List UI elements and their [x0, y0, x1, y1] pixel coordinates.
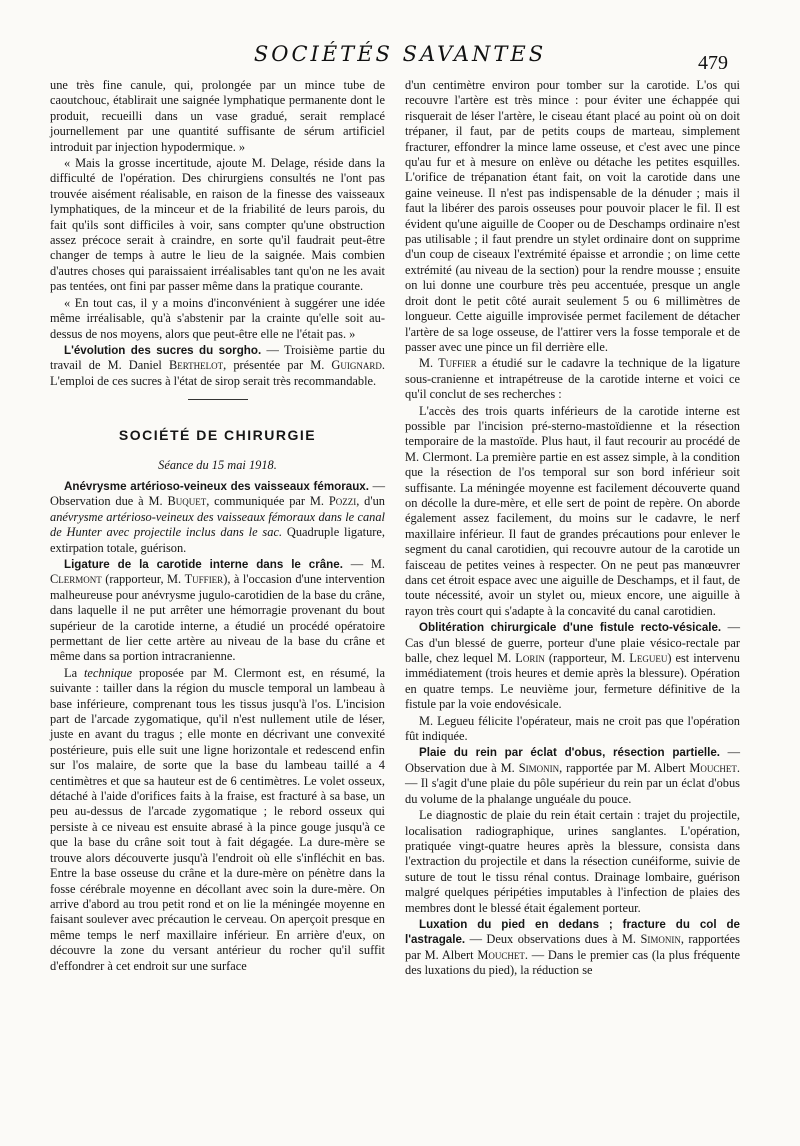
paragraph: « En tout cas, il y a moins d'inconvénient à suggérer une idée même irréalisable, qu'à s'abstenir par la crainte qu'elle soit au-dessus de nos moyens, alors que peut-être elle ne l'était pas. »	[50, 295, 385, 341]
text-run: M.	[419, 356, 439, 371]
left-column	[50, 78, 385, 975]
article-title: Plaie du rein par éclat d'obus, résection partielle.	[419, 746, 720, 760]
article-paragraph	[405, 745, 740, 807]
text-run: ) est intervenu immédiatement (trois heures et demie après la blessure). Opération en quatre temps. Le neuvième jour, fermeture définitive de la fistule par la voie endovésicale.	[405, 651, 740, 712]
article-paragraph	[50, 479, 385, 556]
article-title: Oblitération chirurgicale d'une fistule recto-vésicale.	[419, 621, 722, 635]
author-name: Legueu	[629, 651, 668, 666]
running-title: SOCIÉTÉS SAVANTES	[253, 42, 547, 66]
text-run: . — Il s'agit d'une plaie du pôle supérieur du rein par un éclat d'obus du volume de la phalange unguéale du pouce.	[405, 760, 740, 806]
text-run: (rapporteur, M.	[101, 572, 185, 587]
paragraph: L'accès des trois quarts inférieurs de la carotide interne est possible par l'incision pré-sterno-mastoïdienne et la résection temporaire de la mastoïde. Plus haut, il faut recourir au procédé de M. Clermont. La première partie en est assez simple, à la condition que la résection de l'os temporal sur son bord inférieur soit suffisante. La méningée moyenne est facilement découverte quand on décolle la dure-mère, et elle sert de point de repère. On aborde également assez facilement, du moins sur le cadavre, le nerf maxillaire inférieur. Il faut de grandes précautions pour enlever le segment du canal carotidien, qui recouvre autour de la carotide un faisceau de petites veines à respecter. On ne peut pas manœuvrer dans cet étroit espace avec une aiguille de Deschamps, et il faut, de toute nécessité, avoir un stylet ou, mieux encore, une aiguille à rayon très court qui s'adapte à la concavité du canal carotidien.	[405, 403, 740, 618]
author-name: Berthelot	[168, 358, 224, 373]
article-title: L'évolution des sucres du sorgho.	[64, 343, 262, 357]
author-name: Guignard	[331, 358, 382, 373]
text-run: — Deux observations dues à M.	[465, 932, 641, 947]
text-run: , communiquée par M.	[206, 494, 329, 509]
text-run: — Troisième partie du travail de M. Daniel	[50, 342, 385, 373]
author-name: Simonin	[640, 932, 681, 947]
article-title: Luxation du pied en dedans ; fracture du col de l'astragale.	[405, 917, 740, 947]
author-name: Mouchet	[477, 947, 525, 962]
author-name: Simonin	[518, 760, 560, 775]
session-date: Séance du 15 mai 1918.	[158, 457, 277, 472]
text-run: Quadruple ligature, extirpation totale, guérison.	[50, 525, 385, 555]
paragraph	[50, 666, 385, 974]
text-run: . L'emploi de ces sucres à l'état de sirop serait très recommandable.	[50, 358, 385, 388]
text-run: , rapportée par M. Albert	[559, 760, 690, 775]
page-number: 479	[698, 52, 728, 74]
text-run: proposée par M. Clermont est, en résumé, la suivante : tailler dans la région du muscle temporal un lambeau à base inférieure, comprenant tous les tissus jusqu'à l'os. L'incision part de l'arcade zygomatique, qu'il n'est nullement utile de léser, juste en avant du tragus ; elle monte en décrivant une convexité postérieure, puis elle suit une ligne horizontale et redescend enfin sur l'os malaire, de sorte que la base du lambeau taillé a 4 centimètres et que sa hauteur est de 6 centimètres. Le volet osseux, détaché à l'aide d'orifices faits à la fraise, est fracturé à sa base, un peu au-dessus de l'arcade zygomatique ; le rebord osseux qui persiste à ce niveau est ensuite abrasé à la pince gouge jusqu'à ce que la base du crâne soit tout à fait dégagée. La dure-mère se trouve alors découverte jusqu'à l'endroit où elle s'infléchit en bas. Entre la base osseuse du crâne et la dure-mère on pénètre dans la fosse cérébrale moyenne en décollant avec soin la dure-mère. On arrive d'abord au trou petit rond et on lie la méningée moyenne en faisant soulever avec précaution le cerveau. On aperçoit presque en même temps le nerf maxillaire inférieur. En arrière d'eux, on découvre la zone du versant antérieur du rocher qu'il suffit d'effondrer à cet endroit sur une surface	[50, 665, 385, 973]
text-run: — Observation due à M.	[405, 745, 740, 775]
article-paragraph	[50, 557, 385, 665]
article-paragraph	[405, 917, 740, 979]
article-paragraph	[50, 343, 385, 389]
text-run: a étudié sur le cadavre la technique de la ligature sous-cranienne et intrapétreuse de la carotide interne et voici ce qu'il conclut de ses recherches :	[405, 356, 740, 402]
section-divider	[188, 399, 248, 400]
text-run: (rapporteur, M.	[544, 651, 630, 666]
paragraph: une très fine canule, qui, prolongée par un mince tube de caoutchouc, établirait une saignée lymphatique permanente dont le produit, recueilli dans un vase gradué, serait remplacé journellement par une quantité suffisante de sérum artificiel introduit par injection hypodermique. »	[50, 78, 385, 154]
article-title: Ligature de la carotide interne dans le crâne.	[64, 557, 343, 571]
paragraph	[405, 356, 740, 402]
text-run: ), à l'occasion d'une intervention malheureuse pour anévrysme jugulo-carotidien de la base du crâne, dans laquelle il ne put arrêter une hémorragie provenant du bout supérieur de la carotide interne, a étudié un procédé opératoire permettant de lier cette artère au niveau de la base du crâne et même dans sa portion intracranienne.	[50, 572, 385, 664]
paragraph: « Mais la grosse incertitude, ajoute M. Delage, réside dans la difficulté de l'opération. Des chirurgiens consultés ne l'ont pas trouvée aisément réalisable, en raison de la finesse des vaisseaux lymphatiques, de la minceur et de la friabilité de leurs parois, du fait qu'ils sont difficiles à voir, sans compter qu'une obstruction assez précoce serait à craindre, en sorte qu'il faudrait peut-être changer de temps à autre le lieu de la saignée. Mais combien d'autres choses qui paraissaient irréalisables tant qu'on ne les avait pas tentées, ont fini par passer même dans la pratique courante.	[50, 156, 385, 294]
text-run: , d'un	[356, 494, 385, 509]
text-run: — Observation due à M.	[50, 478, 385, 509]
right-column	[405, 78, 740, 980]
author-name: Pozzi	[328, 494, 357, 509]
page-header	[0, 42, 800, 72]
article-title: Anévrysme artérioso-veineux des vaisseaux fémoraux.	[64, 479, 369, 493]
author-name: Lorin	[515, 651, 545, 666]
text-run: , rapportées par M. Albert	[405, 932, 741, 962]
italic-text: technique	[83, 665, 133, 680]
text-run: , présentée par M.	[223, 358, 332, 373]
author-name: Mouchet	[689, 760, 737, 775]
article-paragraph	[405, 620, 740, 712]
author-name: Clermont	[50, 572, 102, 587]
paragraph: d'un centimètre environ pour tomber sur la carotide. L'os qui recouvre l'artère est très mince : pour éviter une échappée qui risquerait de léser l'artère, le ciseau étant placé au point où on doit trépaner, il faut, par de petits coups de marteau, simplement fracturer, effondrer la mince lame osseuse, et c'est avec une pince qu'au fur et à mesure on enlève ou détache les petites esquilles. L'orifice de trépanation étant fait, on voit la carotide dans une gaine veineuse. Il n'est pas indispensable de la dénuder ; mais il faut la libérer des parois osseuses pour pouvoir placer le fil. Il est évident qu'une aiguille de Cooper ou de Deschamps ordinaire n'est pas utilisable ; il faut prendre un stylet ordinaire dont on supprime d'un coup de ciseaux l'extrémité épaisse et arrondie ; on lime cette extrémité (au niveau de la section) pour la rendre mousse ; ensuite on lui donne une courbure très peu accentuée, presque un angle droit dont le petit côté aurait seulement 5 ou 6 millimètres de longueur. Cette aiguille improvisée permet facilement de détacher l'artère de sa loge osseuse, de l'attirer vers la fosse temporale et de passer avec une pince un fil derrière elle.	[405, 78, 740, 354]
paragraph: M. Legueu félicite l'opérateur, mais ne croit pas que l'opération fût indiquée.	[405, 713, 740, 744]
text-run: — Cas d'un blessé de guerre, porteur d'une plaie vésico-rectale par balle, chez lequel M.	[405, 620, 740, 666]
author-name: Tuffier	[184, 572, 224, 587]
author-name: Tuffier	[438, 356, 477, 371]
paragraph: Le diagnostic de plaie du rein était certain : trajet du projectile, localisation radiographique, urines sanglantes. L'opération, pratiquée vingt-quatre heures après la blessure, consista dans l'extraction du projectile et dans la résection cunéiforme, suivie de suture de tout le tissu rénal contus. Drainage lombaire, guérison malgré quelques péripéties imputables à l'infection de plaies des membres dont le blessé était également porteur.	[405, 808, 740, 915]
author-name: Buquet	[167, 494, 207, 509]
text-run: La	[64, 665, 84, 680]
section-title: SOCIÉTÉ DE CHIRURGIE	[118, 427, 317, 444]
italic-text: anévrysme artérioso-veineux des vaisseaux fémoraux dans le canal de Hunter avec projectile inclus dans le sac.	[50, 509, 385, 540]
text-run: — M.	[342, 556, 386, 571]
text-run: . — Dans le premier cas (la plus fréquente des luxations du pied), la réduction se	[405, 947, 741, 978]
